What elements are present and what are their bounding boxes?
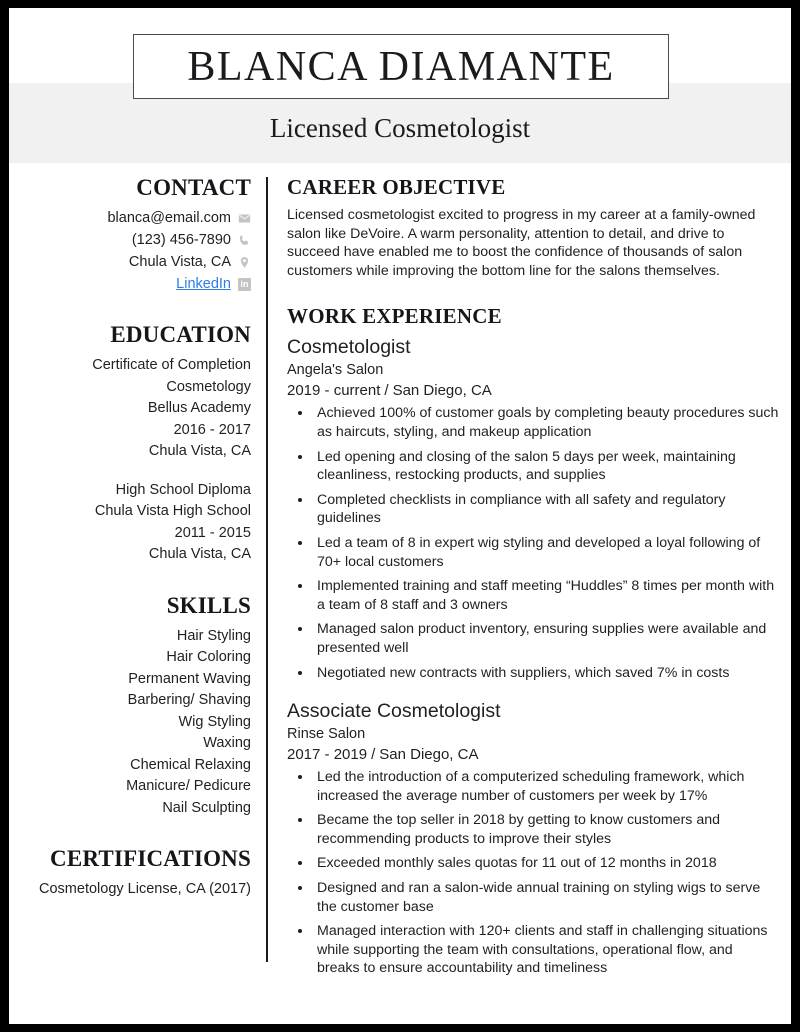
contact-item-linkedin[interactable] <box>9 274 251 295</box>
job-bullet: • Led opening and closing of the salon 5 days per week, maintaining cleanliness, restocking products, and supplies <box>313 448 779 485</box>
job-bullet: • Implemented training and staff meeting “Huddles” 8 times per month with a team of 8 staff and 3 owners <box>313 577 779 614</box>
job-bullet: • Negotiated new contracts with suppliers, which saved 7% in costs <box>313 664 779 683</box>
education-heading: EDUCATION <box>110 322 251 347</box>
contact-email-text: blanca@email.com <box>107 210 231 226</box>
skill-item: Manicure/ Pedicure <box>126 778 251 794</box>
job-bullet-list <box>287 768 779 978</box>
job-location: San Diego, CA <box>392 382 492 400</box>
skill-item: Hair Coloring <box>166 649 251 665</box>
job-bullet: • Achieved 100% of customer goals by completing beauty procedures such as haircuts, styling, and makeup application <box>313 404 779 441</box>
job-bullet: • Completed checklists in compliance with all safety and regulatory guidelines <box>313 491 779 528</box>
objective-heading: CAREER OBJECTIVE <box>287 175 506 199</box>
education-location: Chula Vista, CA <box>148 546 251 562</box>
resume-body <box>9 163 791 978</box>
candidate-name: BLANCA DIAMANTE <box>187 43 615 90</box>
certifications-list <box>9 879 251 901</box>
job-company: Angela's Salon <box>287 362 384 379</box>
envelope-icon <box>238 212 251 225</box>
skill-item: Barbering/ Shaving <box>127 692 251 708</box>
education-location: Chula Vista, CA <box>148 443 251 459</box>
job-meta-separator: / <box>384 382 389 400</box>
job-bullet: • Managed salon product inventory, ensuring supplies were available and presented well <box>313 620 779 657</box>
education-degree: High School Diploma <box>115 481 251 498</box>
job-dates: 2017 - 2019 <box>287 746 368 764</box>
contact-item-location <box>9 252 251 273</box>
skill-item: Waxing <box>203 735 251 751</box>
phone-icon <box>238 234 251 247</box>
job-meta-separator: / <box>371 746 376 764</box>
main-column <box>268 175 791 978</box>
job-entry <box>287 699 779 978</box>
education-field: Cosmetology <box>166 378 251 395</box>
job-bullet: • Exceeded monthly sales quotas for 11 out of 12 months in 2018 <box>313 854 779 873</box>
job-location: San Diego, CA <box>379 746 479 764</box>
contact-item-email <box>9 208 251 229</box>
location-pin-icon <box>238 256 251 269</box>
education-entry <box>9 480 251 566</box>
certification-item: Cosmetology License, CA (2017) <box>39 881 251 897</box>
skill-item: Hair Styling <box>176 627 251 644</box>
resume-sheet <box>9 8 791 1024</box>
job-bullet: • Led a team of 8 in expert wig styling and developed a loyal following of 70+ local customers <box>313 534 779 571</box>
name-box <box>133 34 669 99</box>
contact-location-text: Chula Vista, CA <box>128 254 231 270</box>
linkedin-link[interactable]: LinkedIn <box>176 276 231 292</box>
sidebar-column <box>9 175 266 901</box>
education-years: 2011 - 2015 <box>174 524 251 541</box>
job-title: Associate Cosmetologist <box>287 700 501 723</box>
job-bullet: • Managed interaction with 120+ clients and staff in challenging situations while supporting the team with consultations, operational flow, and breaks to ensure accountability and timeliness <box>313 922 779 978</box>
job-company: Rinse Salon <box>287 726 366 743</box>
education-degree: Certificate of Completion <box>92 357 251 373</box>
education-years: 2016 - 2017 <box>173 421 251 438</box>
job-dates: 2019 - current <box>287 382 381 400</box>
job-entry <box>287 335 779 682</box>
contact-heading: CONTACT <box>136 175 251 200</box>
job-title: Cosmetologist <box>287 336 411 359</box>
resume-header <box>9 8 791 163</box>
job-meta <box>287 744 779 765</box>
skills-list <box>9 626 251 820</box>
contact-phone-text: (123) 456-7890 <box>131 232 231 248</box>
education-school: Chula Vista High School <box>94 503 251 519</box>
job-meta <box>287 380 779 401</box>
skill-item: Chemical Relaxing <box>130 756 251 773</box>
job-bullet: • Became the top seller in 2018 by getting to know customers and recommending products to improve their styles <box>313 811 779 848</box>
job-bullet: • Led the introduction of a computerized scheduling framework, which increased the average number of customers per week by 17% <box>313 768 779 805</box>
skill-item: Wig Styling <box>178 713 251 730</box>
skill-item: Permanent Waving <box>128 670 251 687</box>
objective-text: Licensed cosmetologist excited to progress in my career at a family-owned salon like DeVoire. A warm personality, attention to detail, and drive to succeed have enabled me to boost the confidence of thousands of salon customers while improving the bottom line for the salons themselves. <box>287 207 756 279</box>
work-experience-heading: WORK EXPERIENCE <box>287 304 502 329</box>
certifications-heading: CERTIFICATIONS <box>50 846 251 871</box>
contact-list <box>9 208 251 295</box>
job-bullet-list <box>287 404 779 682</box>
candidate-title: Licensed Cosmetologist <box>269 113 531 143</box>
education-entry <box>9 355 251 463</box>
job-bullet: • Designed and ran a salon-wide annual training on styling wigs to serve the customer base <box>313 879 779 916</box>
contact-item-phone <box>9 230 251 251</box>
linkedin-icon: in <box>238 278 251 291</box>
skills-heading: SKILLS <box>166 592 251 618</box>
skill-item: Nail Sculpting <box>162 799 251 816</box>
education-school: Bellus Academy <box>147 400 251 416</box>
